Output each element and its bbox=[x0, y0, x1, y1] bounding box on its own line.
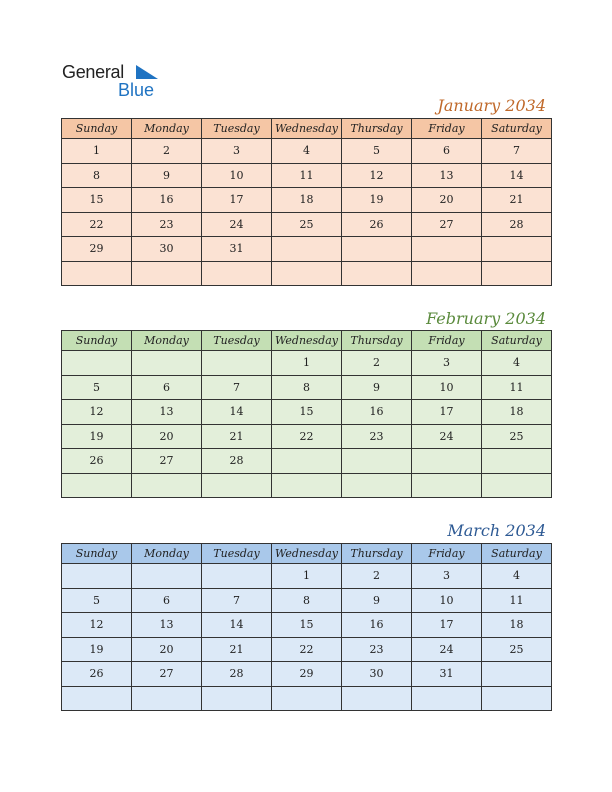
day-cell bbox=[62, 351, 132, 376]
day-cell: 23 bbox=[342, 424, 412, 449]
day-cell: 1 bbox=[272, 564, 342, 589]
day-cell: 28 bbox=[202, 662, 272, 687]
day-cell: 3 bbox=[412, 351, 482, 376]
day-cell: 28 bbox=[482, 212, 552, 237]
day-cell: 5 bbox=[342, 139, 412, 164]
day-cell: 24 bbox=[202, 212, 272, 237]
day-cell bbox=[412, 237, 482, 262]
day-cell: 29 bbox=[272, 662, 342, 687]
week-row bbox=[62, 613, 552, 638]
weekday-header: Friday bbox=[412, 119, 482, 139]
day-cell: 26 bbox=[342, 212, 412, 237]
day-cell: 2 bbox=[342, 351, 412, 376]
day-cell: 3 bbox=[202, 139, 272, 164]
day-cell: 7 bbox=[202, 375, 272, 400]
day-cell: 8 bbox=[62, 163, 132, 188]
day-cell: 11 bbox=[482, 375, 552, 400]
day-cell: 9 bbox=[132, 163, 202, 188]
day-cell bbox=[272, 686, 342, 711]
month-title-january: January 2034 bbox=[437, 96, 546, 115]
day-cell bbox=[412, 449, 482, 474]
week-row bbox=[62, 351, 552, 376]
day-cell bbox=[62, 686, 132, 711]
day-cell: 27 bbox=[132, 449, 202, 474]
day-cell: 13 bbox=[412, 163, 482, 188]
day-cell bbox=[272, 237, 342, 262]
day-cell: 5 bbox=[62, 375, 132, 400]
weekday-header: Sunday bbox=[62, 119, 132, 139]
day-cell: 20 bbox=[412, 188, 482, 213]
day-cell bbox=[132, 351, 202, 376]
week-row bbox=[62, 163, 552, 188]
week-row bbox=[62, 237, 552, 262]
weekday-header: Tuesday bbox=[202, 331, 272, 351]
day-cell: 15 bbox=[62, 188, 132, 213]
day-cell: 30 bbox=[342, 662, 412, 687]
day-cell bbox=[482, 473, 552, 498]
week-row bbox=[62, 588, 552, 613]
day-cell: 8 bbox=[272, 375, 342, 400]
day-cell: 28 bbox=[202, 449, 272, 474]
day-cell bbox=[342, 261, 412, 286]
day-cell bbox=[202, 351, 272, 376]
day-cell: 15 bbox=[272, 400, 342, 425]
day-cell bbox=[132, 473, 202, 498]
day-cell: 22 bbox=[272, 424, 342, 449]
day-cell: 19 bbox=[62, 424, 132, 449]
weekday-header: Saturday bbox=[482, 119, 552, 139]
day-cell: 16 bbox=[342, 613, 412, 638]
week-row bbox=[62, 375, 552, 400]
month-title-february: February 2034 bbox=[426, 309, 546, 328]
day-cell bbox=[272, 261, 342, 286]
week-row bbox=[62, 473, 552, 498]
weekday-header: Monday bbox=[132, 544, 202, 564]
day-cell bbox=[202, 564, 272, 589]
day-cell bbox=[342, 473, 412, 498]
weekday-header: Tuesday bbox=[202, 119, 272, 139]
day-cell bbox=[132, 686, 202, 711]
day-cell: 12 bbox=[342, 163, 412, 188]
day-cell: 31 bbox=[202, 237, 272, 262]
calendar-january bbox=[61, 118, 552, 286]
day-cell bbox=[272, 473, 342, 498]
day-cell: 2 bbox=[132, 139, 202, 164]
day-cell: 19 bbox=[342, 188, 412, 213]
week-row bbox=[62, 662, 552, 687]
day-cell: 17 bbox=[412, 400, 482, 425]
day-cell bbox=[62, 261, 132, 286]
week-row bbox=[62, 564, 552, 589]
day-cell: 27 bbox=[412, 212, 482, 237]
weekday-header: Thursday bbox=[342, 119, 412, 139]
weekday-header: Sunday bbox=[62, 331, 132, 351]
day-cell bbox=[482, 237, 552, 262]
day-cell: 3 bbox=[412, 564, 482, 589]
day-cell: 18 bbox=[482, 400, 552, 425]
day-cell: 13 bbox=[132, 613, 202, 638]
day-cell bbox=[412, 261, 482, 286]
day-cell: 13 bbox=[132, 400, 202, 425]
day-cell: 7 bbox=[202, 588, 272, 613]
day-cell: 9 bbox=[342, 588, 412, 613]
weekday-header: Monday bbox=[132, 331, 202, 351]
weekday-header: Wednesday bbox=[272, 544, 342, 564]
day-cell: 25 bbox=[272, 212, 342, 237]
day-cell bbox=[412, 473, 482, 498]
day-cell: 22 bbox=[272, 637, 342, 662]
day-cell: 25 bbox=[482, 637, 552, 662]
day-cell: 10 bbox=[412, 375, 482, 400]
day-cell: 6 bbox=[132, 375, 202, 400]
day-cell bbox=[342, 237, 412, 262]
weekday-header: Friday bbox=[412, 331, 482, 351]
day-cell: 16 bbox=[132, 188, 202, 213]
week-row bbox=[62, 139, 552, 164]
weekday-header: Monday bbox=[132, 119, 202, 139]
day-cell: 25 bbox=[482, 424, 552, 449]
day-cell: 27 bbox=[132, 662, 202, 687]
month-title-march: March 2034 bbox=[447, 521, 546, 540]
day-cell: 30 bbox=[132, 237, 202, 262]
week-row bbox=[62, 686, 552, 711]
day-cell: 14 bbox=[482, 163, 552, 188]
week-row bbox=[62, 212, 552, 237]
day-cell bbox=[272, 449, 342, 474]
day-cell bbox=[482, 261, 552, 286]
day-cell: 15 bbox=[272, 613, 342, 638]
weekday-header: Wednesday bbox=[272, 331, 342, 351]
calendar-february bbox=[61, 330, 552, 498]
day-cell: 19 bbox=[62, 637, 132, 662]
day-cell: 12 bbox=[62, 613, 132, 638]
day-cell: 12 bbox=[62, 400, 132, 425]
day-cell: 26 bbox=[62, 449, 132, 474]
day-cell: 4 bbox=[272, 139, 342, 164]
day-cell: 21 bbox=[202, 637, 272, 662]
day-cell bbox=[482, 662, 552, 687]
day-cell: 8 bbox=[272, 588, 342, 613]
weekday-header: Wednesday bbox=[272, 119, 342, 139]
weekday-header: Tuesday bbox=[202, 544, 272, 564]
day-cell bbox=[202, 261, 272, 286]
day-cell: 4 bbox=[482, 564, 552, 589]
weekday-header: Sunday bbox=[62, 544, 132, 564]
week-row bbox=[62, 400, 552, 425]
day-cell bbox=[342, 686, 412, 711]
logo-text-general: General bbox=[62, 62, 124, 82]
day-cell: 29 bbox=[62, 237, 132, 262]
day-cell: 26 bbox=[62, 662, 132, 687]
day-cell: 23 bbox=[342, 637, 412, 662]
day-cell: 1 bbox=[272, 351, 342, 376]
day-cell: 5 bbox=[62, 588, 132, 613]
logo-text-blue: Blue bbox=[118, 80, 155, 100]
day-cell bbox=[482, 686, 552, 711]
weekday-header: Saturday bbox=[482, 544, 552, 564]
day-cell: 21 bbox=[202, 424, 272, 449]
week-row bbox=[62, 261, 552, 286]
day-cell: 24 bbox=[412, 424, 482, 449]
day-cell: 21 bbox=[482, 188, 552, 213]
day-cell bbox=[482, 449, 552, 474]
day-cell bbox=[342, 449, 412, 474]
calendar-march bbox=[61, 543, 552, 711]
day-cell: 7 bbox=[482, 139, 552, 164]
weekday-header: Friday bbox=[412, 544, 482, 564]
day-cell bbox=[62, 473, 132, 498]
day-cell: 16 bbox=[342, 400, 412, 425]
day-cell bbox=[412, 686, 482, 711]
day-cell: 10 bbox=[202, 163, 272, 188]
day-cell: 31 bbox=[412, 662, 482, 687]
day-cell bbox=[202, 473, 272, 498]
weekday-header: Thursday bbox=[342, 331, 412, 351]
day-cell: 6 bbox=[132, 588, 202, 613]
day-cell: 22 bbox=[62, 212, 132, 237]
weekday-header: Saturday bbox=[482, 331, 552, 351]
day-cell: 20 bbox=[132, 637, 202, 662]
day-cell: 24 bbox=[412, 637, 482, 662]
day-cell: 23 bbox=[132, 212, 202, 237]
day-cell: 4 bbox=[482, 351, 552, 376]
day-cell: 18 bbox=[272, 188, 342, 213]
day-cell: 14 bbox=[202, 400, 272, 425]
weekday-header-row bbox=[62, 331, 552, 351]
day-cell: 17 bbox=[412, 613, 482, 638]
weekday-header-row bbox=[62, 544, 552, 564]
day-cell bbox=[132, 261, 202, 286]
week-row bbox=[62, 188, 552, 213]
day-cell: 20 bbox=[132, 424, 202, 449]
week-row bbox=[62, 449, 552, 474]
weekday-header-row bbox=[62, 119, 552, 139]
day-cell: 18 bbox=[482, 613, 552, 638]
day-cell: 9 bbox=[342, 375, 412, 400]
day-cell bbox=[202, 686, 272, 711]
logo bbox=[62, 62, 162, 102]
day-cell: 1 bbox=[62, 139, 132, 164]
logo-triangle-icon bbox=[136, 65, 158, 79]
day-cell: 11 bbox=[482, 588, 552, 613]
week-row bbox=[62, 637, 552, 662]
day-cell: 6 bbox=[412, 139, 482, 164]
day-cell: 17 bbox=[202, 188, 272, 213]
weekday-header: Thursday bbox=[342, 544, 412, 564]
day-cell bbox=[132, 564, 202, 589]
day-cell: 10 bbox=[412, 588, 482, 613]
day-cell: 11 bbox=[272, 163, 342, 188]
week-row bbox=[62, 424, 552, 449]
day-cell: 14 bbox=[202, 613, 272, 638]
day-cell: 2 bbox=[342, 564, 412, 589]
day-cell bbox=[62, 564, 132, 589]
